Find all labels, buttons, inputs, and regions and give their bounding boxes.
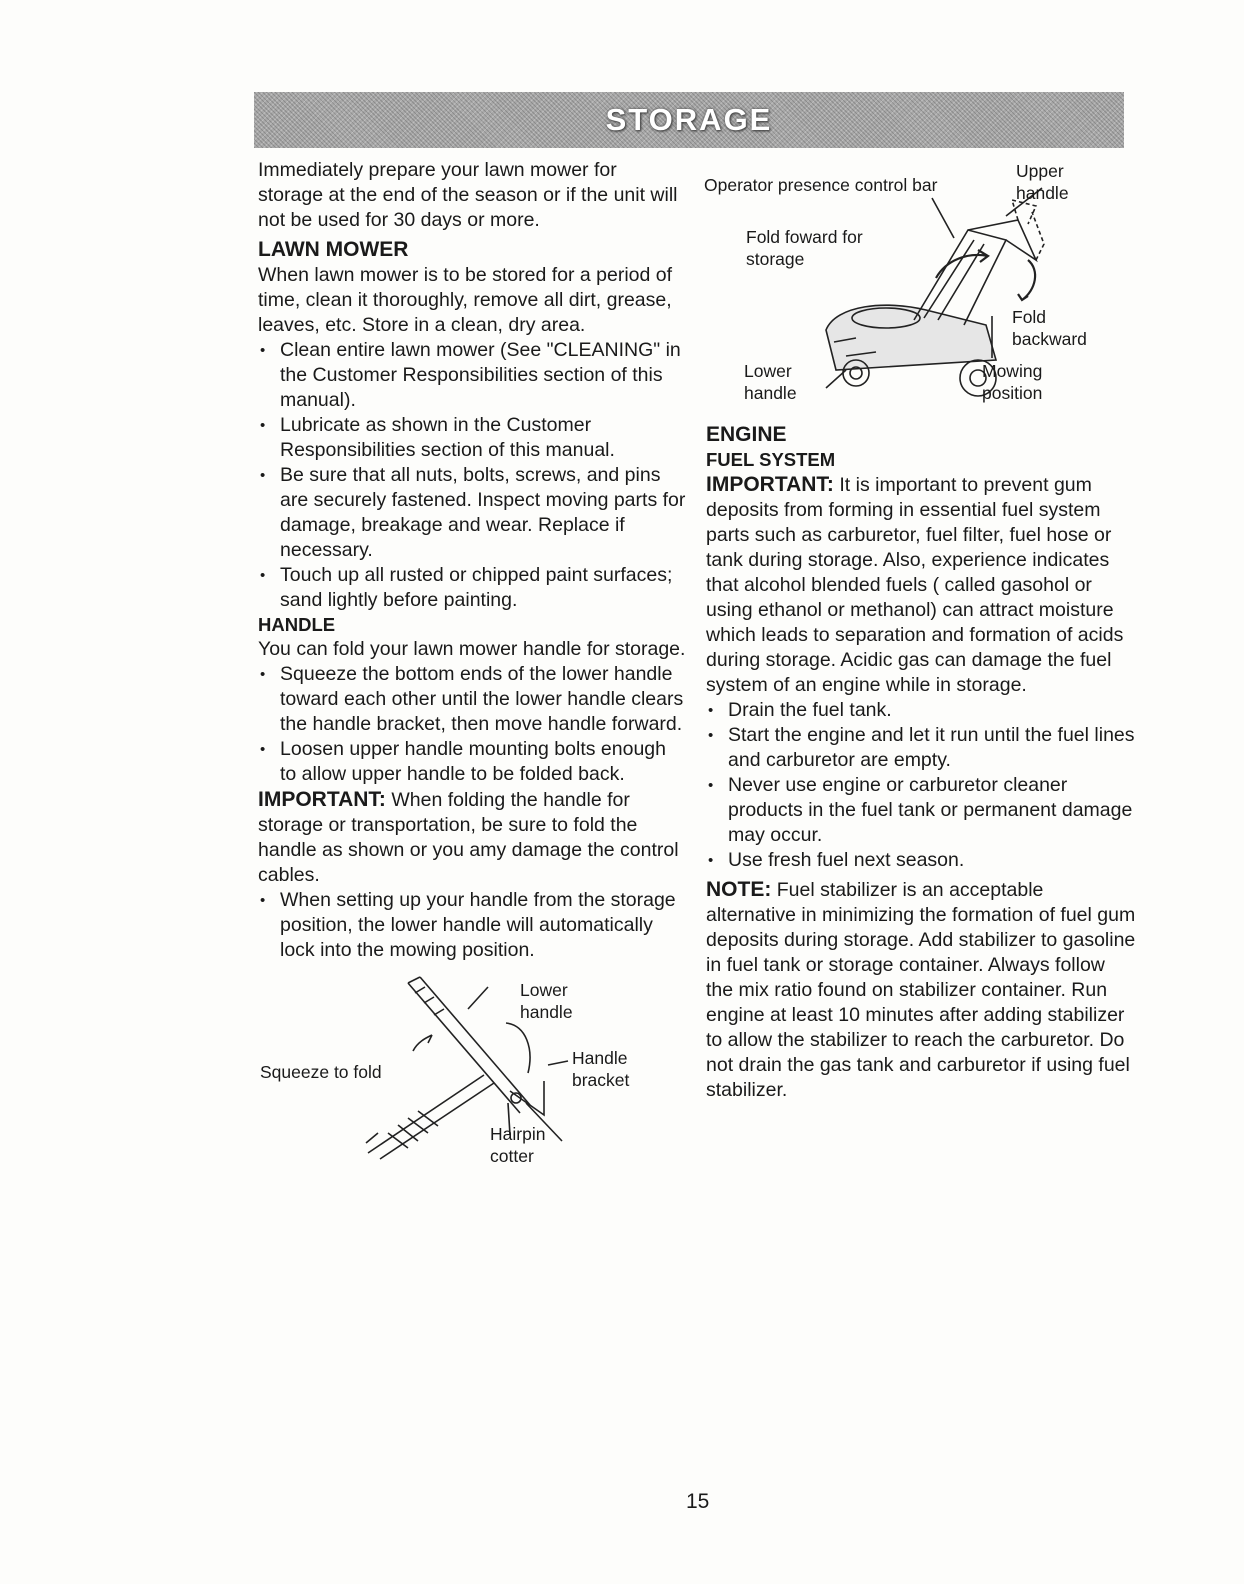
handle-bullets <box>258 662 686 787</box>
important-label: IMPORTANT: <box>258 788 386 811</box>
important-text: It is important to prevent gum deposits from forming in essential fuel system parts such as carburetor, fuel filter, fuel hose or tank during storage. Also, experience indicates that alcohol blended fuels ( called gasohol or using ethanol or methanol) can attract moisture which leads to separation and formation of acids during storage. Acidic gas can damage the fuel system of an engine while in storage. <box>706 474 1124 696</box>
list-item: • Drain the fuel tank. <box>706 698 1136 723</box>
important-text: When folding the handle for storage or transportation, be sure to fold the handle as shown or you amy damage the control cables. <box>258 789 679 886</box>
handle-bullets-2 <box>258 888 686 963</box>
handle-bracket-label: Handle bracket <box>572 1048 630 1090</box>
fuel-system-heading: FUEL SYSTEM <box>706 449 836 470</box>
upper-handle-label: Upper handle <box>1016 161 1069 203</box>
page-title: STORAGE <box>605 102 773 137</box>
list-item: • Clean entire lawn mower (See "CLEANING" in the Customer Responsibilities section of this manual). <box>258 338 686 413</box>
list-item: • When setting up your handle from the storage position, the lower handle will automatically lock into the mowing position. <box>258 888 686 963</box>
lower-handle-label: Lower handle <box>520 980 573 1022</box>
left-column <box>258 158 686 1166</box>
lawn-mower-heading: LAWN MOWER <box>258 238 409 261</box>
operator-bar-label: Operator presence control bar <box>704 175 938 195</box>
note-text: Fuel stabilizer is an acceptable alternative in minimizing the formation of fuel gum deposits during storage. Add stabilizer to gasoline in fuel tank or storage container. Always follow the mix ratio found on stabilizer container. Run engine at least 10 minutes after adding stabilizer to allow the stabilizer to reach the carburetor. Do not drain the gas tank and carburetor if using fuel stabilizer. <box>706 879 1136 1101</box>
squeeze-to-fold-label: Squeeze to fold <box>260 1062 382 1082</box>
fuel-bullets <box>706 698 1136 873</box>
list-item: • Never use engine or carburetor cleaner products in the fuel tank or permanent damage may occur. <box>706 773 1136 848</box>
lawn-mower-paragraph: When lawn mower is to be stored for a period of time, clean it thoroughly, remove all dirt, grease, leaves, etc. Store in a clean, dry area. <box>258 264 673 336</box>
fold-backward-label: Fold backward <box>1012 307 1087 349</box>
lawn-mower-bullets <box>258 338 686 613</box>
hairpin-cotter-label: Hairpin cotter <box>490 1124 546 1166</box>
list-item: • Start the engine and let it run until the fuel lines and carburetor are empty. <box>706 723 1136 773</box>
list-item: • Use fresh fuel next season. <box>706 848 1136 873</box>
handle-paragraph: You can fold your lawn mower handle for storage. <box>258 638 686 660</box>
engine-heading: ENGINE <box>706 423 787 446</box>
important-label: IMPORTANT: <box>706 473 834 496</box>
fold-forward-label: Fold foward for storage <box>746 227 863 269</box>
fuel-stabilizer-note <box>706 877 1136 1103</box>
mower-handle-figure <box>706 160 1136 422</box>
handle-important-note <box>258 787 686 888</box>
handle-heading: HANDLE <box>258 614 336 635</box>
note-label: NOTE: <box>706 878 772 901</box>
list-item: • Squeeze the bottom ends of the lower handle toward each other until the lower handle clears the handle bracket, then move handle forward. <box>258 662 686 737</box>
lower-handle-label: Lower handle <box>744 361 797 403</box>
intro-paragraph: Immediately prepare your lawn mower for storage at the end of the season or if the unit will not be used for 30 days or more. <box>258 159 678 231</box>
page-number: 15 <box>686 1490 710 1513</box>
right-column <box>706 160 1136 1103</box>
list-item: • Lubricate as shown in the Customer Responsibilities section of this manual. <box>258 413 686 463</box>
mowing-position-label: Mowing position <box>982 361 1043 403</box>
fuel-important-note <box>706 472 1136 698</box>
section-banner <box>254 92 1124 148</box>
list-item: • Touch up all rusted or chipped paint surfaces; sand lightly before painting. <box>258 563 686 613</box>
list-item: • Loosen upper handle mounting bolts enough to allow upper handle to be folded back. <box>258 737 686 787</box>
handle-fold-figure <box>258 963 686 1166</box>
list-item: • Be sure that all nuts, bolts, screws, and pins are securely fastened. Inspect moving parts for damage, breakage and wear. Replace if necessary. <box>258 463 686 563</box>
